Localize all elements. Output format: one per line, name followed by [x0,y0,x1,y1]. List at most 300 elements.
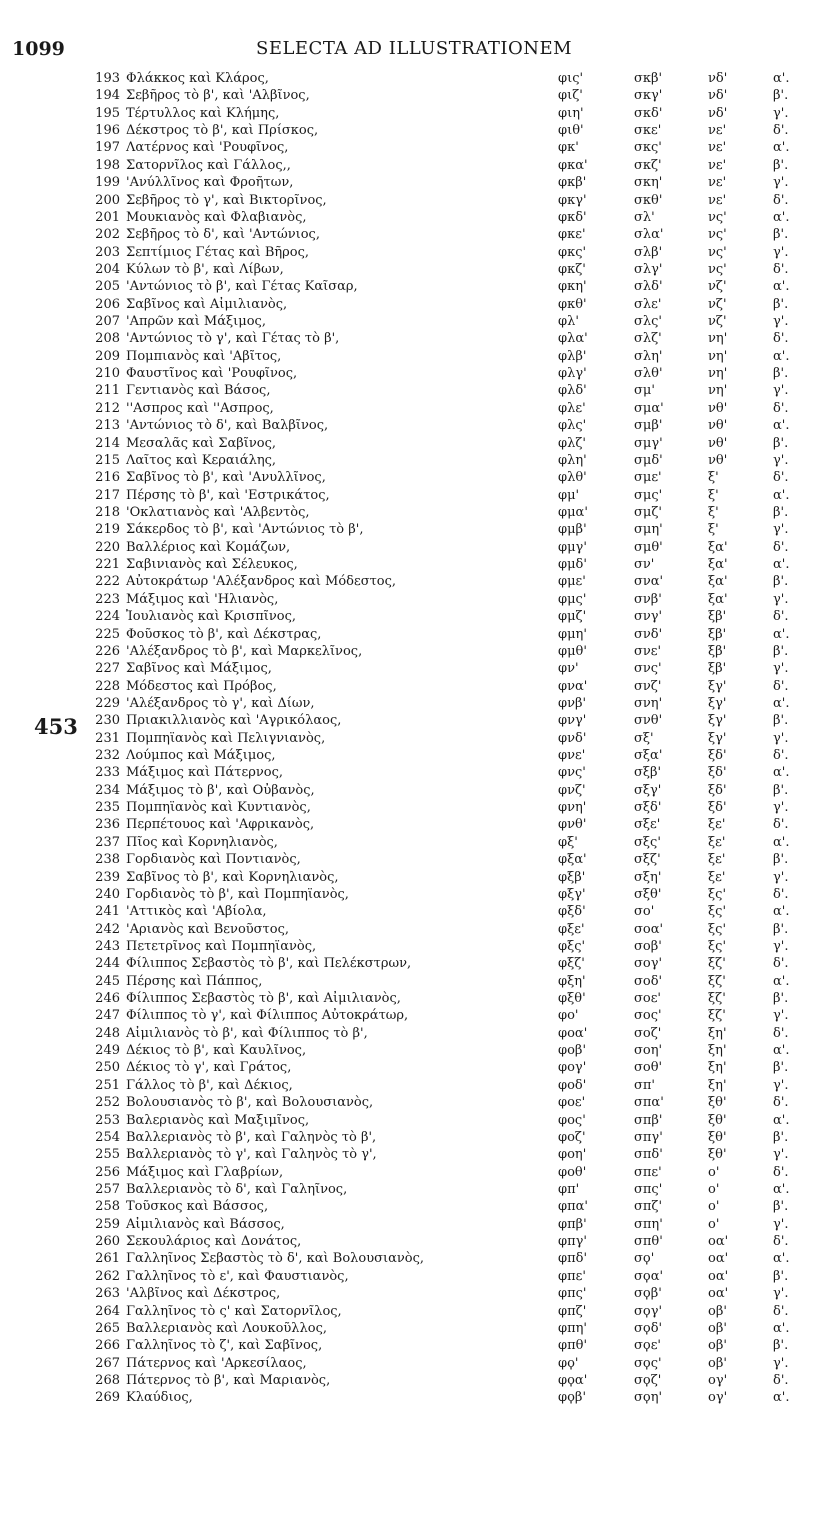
olympiad-year-numeral: γ'. [773,1008,789,1024]
consul-names: Βαλλεριανὸς καὶ Λουκοῦλλος, [126,1320,328,1336]
consul-names: Μάξιμος τὸ β', καὶ Οὐβανὸς, [126,782,315,798]
entry-number: 204 [95,261,120,277]
era-numeral: σκζ' [634,157,662,173]
list-item [0,435,828,452]
era-numeral: σξδ' [634,800,662,816]
era-numeral: σκγ' [634,88,663,104]
era-numeral: σϙγ' [634,1303,663,1319]
list-item [0,365,828,382]
list-item [0,626,828,643]
year-numeral: φοδ' [558,1077,587,1093]
list-item [0,417,828,434]
era-numeral: σπ' [634,1077,655,1093]
olympiad-year-numeral: δ'. [773,470,789,486]
entry-number: 256 [95,1164,120,1180]
entry-number: 219 [95,522,120,538]
era-numeral: σϙζ' [634,1372,662,1388]
olympiad-year-numeral: α'. [773,209,790,225]
list-item [0,678,828,695]
entry-number: 194 [95,88,120,104]
era-numeral: σοθ' [634,1060,663,1076]
list-item [0,348,828,365]
consul-names: 'Αντώνιος τὸ δ', καὶ Βαλβῖνος, [126,418,329,434]
consul-names: Πομπηϊανὸς καὶ Πελιγνιανὸς, [126,730,326,746]
consul-names: 'Αντώνιος τὸ β', καὶ Γέτας Καῖσαρ, [126,279,358,295]
entry-number: 227 [95,661,120,677]
olympiad-numeral: νθ' [708,418,728,434]
year-numeral: φκα' [558,157,588,173]
olympiad-numeral: οβ' [708,1355,727,1371]
olympiad-numeral: νς' [708,261,727,277]
year-numeral: φμζ' [558,609,587,625]
olympiad-numeral: ξγ' [708,730,727,746]
list-item [0,278,828,295]
era-numeral: σλε' [634,296,662,312]
consul-names: Γάλλος τὸ β', καὶ Δέκιος, [126,1077,293,1093]
era-numeral: σξθ' [634,886,662,902]
olympiad-numeral: νθ' [708,400,728,416]
list-item [0,591,828,608]
consul-names: 'Αριανὸς καὶ Βενοῦστος, [126,921,289,937]
olympiad-numeral: ο' [708,1182,720,1197]
year-numeral: φμβ' [558,522,587,538]
olympiad-year-numeral: α'. [773,140,790,156]
olympiad-year-numeral: α'. [773,973,790,989]
olympiad-numeral: ξγ' [708,678,727,694]
year-numeral: φξδ' [558,904,586,920]
olympiad-numeral: ξ' [708,487,719,503]
olympiad-year-numeral: α'. [773,765,790,781]
era-numeral: σμς' [634,487,663,503]
era-numeral: σξη' [634,869,662,885]
era-numeral: σλβ' [634,244,663,260]
entry-number: 206 [95,296,120,312]
list-item [0,1181,828,1198]
year-numeral: φκγ' [558,192,587,208]
year-numeral: φοε' [558,1095,586,1111]
consul-names: Λατέρνος καὶ 'Ρουφῖνος, [126,140,289,156]
list-item [0,261,828,278]
entry-number: 215 [95,452,120,468]
olympiad-year-numeral: α'. [773,71,790,86]
era-numeral: σμβ' [634,418,663,434]
olympiad-year-numeral: γ'. [773,452,789,468]
entry-number: 243 [95,938,120,954]
era-numeral: σϙ' [634,1251,655,1267]
entry-number: 200 [95,192,120,208]
entry-number: 244 [95,956,120,972]
olympiad-year-numeral: β'. [773,782,789,798]
year-numeral: φπγ' [558,1234,587,1250]
entry-number: 245 [95,973,120,989]
entry-number: 229 [95,695,120,711]
olympiad-numeral: ξβ' [708,643,727,659]
era-numeral: σνδ' [634,626,663,642]
era-numeral: σλδ' [634,279,663,295]
year-numeral: φξθ' [558,991,586,1007]
olympiad-numeral: νδ' [708,88,728,104]
consul-names: Κλαύδιος, [126,1390,193,1406]
era-numeral: σξζ' [634,852,661,868]
year-numeral: φο' [558,1008,579,1024]
olympiad-year-numeral: γ'. [773,730,789,746]
consul-names: Σεπτίμιος Γέτας καὶ Βῆρος, [126,244,310,260]
olympiad-year-numeral: δ'. [773,678,789,694]
consul-names: Φλάκκος καὶ Κλάρος, [126,71,269,86]
consul-names: 'Αλέξανδρος τὸ γ', καὶ Δίων, [126,695,315,711]
consul-names: Γορδιανὸς καὶ Ποντιανὸς, [126,852,301,868]
year-numeral: φξβ' [558,869,586,885]
page-number: 1099 [12,38,65,60]
year-numeral: φπε' [558,1268,586,1284]
year-numeral: φν' [558,661,579,677]
year-numeral: φλδ' [558,383,587,399]
year-numeral: φπζ' [558,1303,587,1319]
consul-names: Μόδεστος καὶ Πρόβος, [126,678,277,694]
entry-number: 196 [95,123,120,139]
year-numeral: φοα' [558,1025,588,1041]
consul-names: Φίλιππος Σεβαστὸς τὸ β', καὶ Πελέκστρων, [126,956,412,972]
olympiad-year-numeral: γ'. [773,1286,789,1302]
era-numeral: σνς' [634,661,662,677]
consul-names: Σεβῆρος τὸ δ', καὶ 'Αντώνιος, [126,227,320,243]
olympiad-numeral: ξγ' [708,695,727,711]
olympiad-year-numeral: δ'. [773,817,789,833]
era-numeral: σϙα' [634,1268,664,1284]
consul-names: Μάξιμος καὶ 'Ηλιανὸς, [126,591,279,607]
olympiad-year-numeral: β'. [773,921,789,937]
consul-names: 'Αλέξανδρος τὸ β', καὶ Μαρκελῖνος, [126,643,363,659]
consul-names: 'Αττικὸς καὶ 'Αβίολα, [126,904,267,920]
olympiad-numeral: νη' [708,331,728,347]
entry-number: 252 [95,1095,120,1111]
entry-number: 207 [95,314,120,330]
olympiad-year-numeral: γ'. [773,522,789,538]
era-numeral: σοε' [634,991,662,1007]
entry-number: 248 [95,1025,120,1041]
era-numeral: σμα' [634,400,664,416]
entry-number: 259 [95,1216,120,1232]
year-numeral: φμε' [558,574,586,590]
olympiad-numeral: ξς' [708,921,727,937]
consul-names: Γορδιανὸς τὸ β', καὶ Πομπηϊανὸς, [126,886,349,902]
year-numeral: φκ' [558,140,579,156]
olympiad-year-numeral: δ'. [773,123,789,139]
entry-number: 210 [95,366,120,382]
olympiad-numeral: οβ' [708,1303,727,1319]
era-numeral: σκς' [634,140,662,156]
olympiad-year-numeral: β'. [773,643,789,659]
entry-number: 209 [95,348,120,364]
olympiad-year-numeral: β'. [773,435,789,451]
olympiad-numeral: ξβ' [708,661,727,677]
year-numeral: φκθ' [558,296,587,312]
entry-number: 223 [95,591,120,607]
year-numeral: φξς' [558,938,586,954]
era-numeral: σνθ' [634,713,663,729]
era-numeral: σξς' [634,834,661,850]
olympiad-year-numeral: β'. [773,366,789,382]
list-item [0,608,828,625]
consul-names: Γεντιανὸς καὶ Βάσος, [126,383,271,399]
olympiad-year-numeral: γ'. [773,105,789,121]
olympiad-numeral: νθ' [708,435,728,451]
consul-names: Πάτερνος καὶ 'Αρκεσίλαος, [126,1355,307,1371]
year-numeral: φνς' [558,765,586,781]
era-numeral: σξα' [634,748,663,764]
era-numeral: σπε' [634,1164,662,1180]
olympiad-numeral: νζ' [708,296,727,312]
olympiad-numeral: ογ' [708,1390,728,1406]
year-numeral: φκζ' [558,261,586,277]
entry-number: 242 [95,921,120,937]
list-item [0,174,828,191]
year-numeral: φλβ' [558,348,587,364]
list-item [0,1320,828,1337]
list-item [0,973,828,990]
list-item [0,747,828,764]
year-numeral: φξε' [558,921,585,937]
year-numeral: φοβ' [558,1043,587,1059]
era-numeral: σνη' [634,695,663,711]
consul-names: 'Απρῶν καὶ Μάξιμος, [126,314,266,330]
era-numeral: σϙε' [634,1338,662,1354]
olympiad-year-numeral: β'. [773,1129,789,1145]
list-item [0,1112,828,1129]
era-numeral: σπδ' [634,1147,663,1163]
list-item [0,1059,828,1076]
olympiad-numeral: ξβ' [708,609,727,625]
list-item [0,1355,828,1372]
olympiad-numeral: νζ' [708,314,727,330]
entry-number: 265 [95,1320,120,1336]
era-numeral: σοη' [634,1043,663,1059]
olympiad-year-numeral: β'. [773,574,789,590]
list-item [0,105,828,122]
consul-names: Σεβῆρος τὸ γ', καὶ Βικτορῖνος, [126,192,327,208]
entry-number: 230 [95,713,120,729]
list-item [0,1164,828,1181]
entry-number: 266 [95,1338,120,1354]
olympiad-numeral: ξη' [708,1043,727,1059]
list-item [0,1146,828,1163]
entry-number: 238 [95,852,120,868]
olympiad-numeral: ογ' [708,1372,728,1388]
olympiad-year-numeral: α'. [773,348,790,364]
olympiad-numeral: νθ' [708,452,728,468]
entry-number: 216 [95,470,120,486]
list-item [0,1025,828,1042]
list-item [0,521,828,538]
list-item [0,1250,828,1267]
list-item [0,504,828,521]
olympiad-numeral: νε' [708,123,727,139]
olympiad-year-numeral: β'. [773,713,789,729]
era-numeral: σκε' [634,123,662,139]
entry-number: 211 [95,383,120,399]
consul-names: Βαλεριανὸς καὶ Μαξιμῖνος, [126,1112,310,1128]
consul-names: Μάξιμος καὶ Γλαβρίων, [126,1164,284,1180]
consul-names: Σαβῖνος τὸ β', καὶ Κορνηλιανὸς, [126,869,339,885]
consul-names: Αὐτοκράτωρ 'Αλέξανδρος καὶ Μόδεστος, [126,574,397,590]
consul-names: 'Αντώνιος τὸ γ', καὶ Γέτας τὸ β', [126,331,340,347]
era-numeral: σϙδ' [634,1320,663,1336]
olympiad-year-numeral: β'. [773,1268,789,1284]
entry-number: 217 [95,487,120,503]
year-numeral: φνα' [558,678,588,694]
era-numeral: σνζ' [634,678,662,694]
entry-number: 234 [95,782,120,798]
entry-number: 240 [95,886,120,902]
entry-number: 195 [95,105,120,121]
list-item [0,330,828,347]
entry-number: 246 [95,991,120,1007]
entry-number: 249 [95,1043,120,1059]
era-numeral: σπα' [634,1095,664,1111]
entry-number: 268 [95,1372,120,1388]
entry-number: 236 [95,817,120,833]
olympiad-numeral: νς' [708,209,727,225]
list-item [0,1198,828,1215]
olympiad-year-numeral: δ'. [773,331,789,347]
year-numeral: φοζ' [558,1129,586,1145]
year-numeral: φοη' [558,1147,587,1163]
olympiad-numeral: νς' [708,227,727,243]
entry-number: 226 [95,643,120,659]
olympiad-numeral: ξ' [708,470,719,486]
year-numeral: φμθ' [558,643,587,659]
entry-number: 233 [95,765,120,781]
era-numeral: σνβ' [634,591,662,607]
year-numeral: φιθ' [558,123,584,139]
era-numeral: σπς' [634,1182,663,1197]
entry-number: 269 [95,1390,120,1406]
era-numeral: σπβ' [634,1112,663,1128]
olympiad-numeral: νε' [708,140,727,156]
olympiad-numeral: νη' [708,366,728,382]
olympiad-numeral: ξβ' [708,626,727,642]
olympiad-numeral: ξα' [708,591,728,607]
olympiad-numeral: ξδ' [708,800,727,816]
year-numeral: φμα' [558,504,588,520]
year-numeral: φλ' [558,314,579,330]
entry-number: 239 [95,869,120,885]
olympiad-year-numeral: γ'. [773,661,789,677]
olympiad-numeral: ο' [708,1199,720,1215]
list-item [0,157,828,174]
era-numeral: σνγ' [634,609,663,625]
olympiad-year-numeral: α'. [773,487,790,503]
list-item [0,573,828,590]
year-numeral: φνβ' [558,695,587,711]
olympiad-year-numeral: γ'. [773,869,789,885]
entry-number: 213 [95,418,120,434]
list-item [0,1233,828,1250]
entry-number: 199 [95,175,120,191]
era-numeral: σκθ' [634,192,663,208]
consul-names: Ἰουλιανὸς καὶ Κρισπῖνος, [126,609,297,625]
olympiad-year-numeral: γ'. [773,800,789,816]
consul-names: Γαλληῖνος τὸ ζ', καὶ Σαβῖνος, [126,1338,323,1354]
olympiad-numeral: νη' [708,383,728,399]
olympiad-year-numeral: α'. [773,1182,790,1197]
olympiad-year-numeral: γ'. [773,383,789,399]
entry-number: 260 [95,1234,120,1250]
year-numeral: φνη' [558,800,587,816]
entry-number: 203 [95,244,120,260]
list-item [0,226,828,243]
entry-number: 267 [95,1355,120,1371]
era-numeral: σμ' [634,383,655,399]
entry-number: 205 [95,279,120,295]
olympiad-numeral: οα' [708,1268,729,1284]
olympiad-numeral: ξα' [708,557,728,573]
consul-names: Φαυστῖνος καὶ 'Ρουφῖνος, [126,366,298,382]
entry-number: 258 [95,1199,120,1215]
list-item [0,209,828,226]
margin-number: 453 [34,714,78,739]
list-item [0,938,828,955]
year-numeral: φλγ' [558,366,587,382]
consul-names: Πομπηϊανὸς καὶ Κυντιανὸς, [126,800,311,816]
era-numeral: σϙς' [634,1355,662,1371]
year-numeral: φμγ' [558,539,587,555]
consul-names: Σαβῖνος καὶ Μάξιμος, [126,661,272,677]
olympiad-numeral: ξθ' [708,1147,727,1163]
consul-names: Πῖος καὶ Κορνηλιανὸς, [126,834,278,850]
consul-names: Φοῦσκος τὸ β', καὶ Δέκστρας, [126,626,322,642]
consul-names: Δέκιος τὸ γ', καὶ Γράτος, [126,1060,292,1076]
list-item [0,764,828,781]
era-numeral: σλ' [634,209,655,225]
era-numeral: σξβ' [634,765,662,781]
year-numeral: φλα' [558,331,588,347]
olympiad-year-numeral: δ'. [773,539,789,555]
year-numeral: φξα' [558,852,587,868]
consul-names: 'Αλβῖνος καὶ Δέκστρος, [126,1286,281,1302]
consul-names: Βαλλεριανὸς τὸ β', καὶ Γαληνὸς τὸ β', [126,1129,377,1145]
olympiad-year-numeral: β'. [773,157,789,173]
entry-number: 250 [95,1060,120,1076]
consul-names: Πριακιλλιανὸς καὶ 'Αγρικόλαος, [126,713,342,729]
list-item [0,1337,828,1354]
olympiad-year-numeral: δ'. [773,748,789,764]
list-item [0,556,828,573]
year-numeral: φος' [558,1112,586,1128]
year-numeral: φπς' [558,1286,587,1302]
olympiad-year-numeral: β'. [773,296,789,312]
era-numeral: σν' [634,557,655,573]
olympiad-year-numeral: δ'. [773,886,789,902]
year-numeral: φοθ' [558,1164,587,1180]
entry-number: 218 [95,504,120,520]
entry-number: 197 [95,140,120,156]
consul-names: Γαλληῖνος τὸ ε', καὶ Φαυστιανὸς, [126,1268,349,1284]
entry-number: 201 [95,209,120,225]
year-numeral: φνδ' [558,730,587,746]
list-item [0,1094,828,1111]
era-numeral: σλζ' [634,331,662,347]
year-numeral: φξη' [558,973,586,989]
olympiad-year-numeral: δ'. [773,1095,789,1111]
olympiad-numeral: ξε' [708,852,726,868]
year-numeral: φκδ' [558,209,587,225]
consul-names: Πομπιανὸς καὶ 'Αβῖτος, [126,348,282,364]
list-item [0,1372,828,1389]
list-item [0,1007,828,1024]
era-numeral: σξγ' [634,782,662,798]
era-numeral: σμη' [634,522,663,538]
